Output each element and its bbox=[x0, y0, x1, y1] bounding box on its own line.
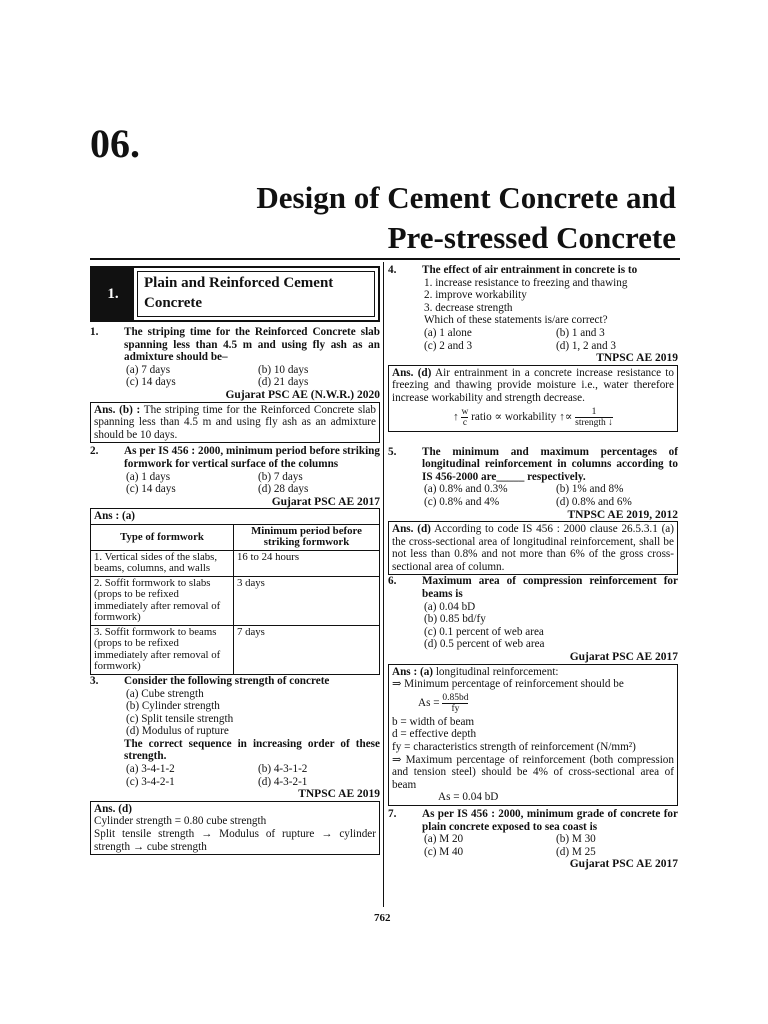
section-heading-box bbox=[90, 266, 380, 322]
answer-line: Cylinder strength = 0.80 cube strength bbox=[94, 815, 267, 828]
option: (c) 0.8% and 4% bbox=[424, 495, 500, 508]
question-text: As per IS 456 : 2000, minimum grade of concrete for plain concrete exposed to sea coast is bbox=[422, 807, 678, 833]
answer-box-4 bbox=[388, 365, 678, 432]
right-column bbox=[388, 264, 678, 871]
option: (a) 0.8% and 0.3% bbox=[424, 483, 508, 496]
option: (b) 4-3-1-2 bbox=[258, 763, 308, 776]
question-text: The correct sequence in increasing order of these strength. bbox=[124, 737, 380, 763]
question-text: The minimum and maximum percentages of longitudinal reinforcement in columns according to IS 456-2000 are_____ respectively. bbox=[422, 445, 678, 483]
table-header: Minimum period before striking formwork bbox=[234, 525, 380, 551]
question-source: TNPSC AE 2019, 2012 bbox=[567, 508, 678, 521]
question-text: Consider the following strength of concrete bbox=[124, 674, 330, 687]
answer-box-5 bbox=[388, 521, 678, 575]
answer-line: As = 0.04 bD bbox=[438, 791, 499, 804]
table-row bbox=[91, 576, 379, 625]
option: (d) 1, 2 and 3 bbox=[556, 339, 616, 352]
question-3-prompt bbox=[90, 738, 380, 763]
option: (c) 0.1 percent of web area bbox=[424, 625, 544, 638]
option: (b) 7 days bbox=[258, 470, 303, 483]
answer-line: fy = characteristics strength of reinforcement (N/mm²) bbox=[392, 741, 636, 753]
option: (d) M 25 bbox=[556, 845, 596, 858]
option: (c) 14 days bbox=[126, 483, 176, 496]
page-number: 762 bbox=[374, 912, 391, 924]
answer-text: The striping time for the Reinforced Concrete slab spanning less than 4.5 m and using fly ash as an admixture should be 10 days. bbox=[94, 403, 376, 441]
chapter-title-line-2: Pre-stressed Concrete bbox=[387, 220, 676, 255]
question-3-options bbox=[90, 763, 380, 788]
question-5 bbox=[388, 446, 678, 484]
answer-box-1 bbox=[90, 402, 380, 444]
question-number: 3. bbox=[90, 674, 99, 687]
answer-line: ⇒ Minimum percentage of reinforcement should be bbox=[392, 678, 624, 691]
question-1-options bbox=[90, 364, 380, 389]
table-row bbox=[91, 625, 379, 674]
question-number: 7. bbox=[388, 807, 397, 820]
left-column bbox=[90, 264, 380, 855]
option: (a) 1 alone bbox=[424, 326, 472, 339]
statement: 1. increase resistance to freezing and thawing bbox=[424, 276, 628, 289]
question-2-options bbox=[90, 471, 380, 496]
header-rule bbox=[90, 258, 680, 260]
question-text: The effect of air entrainment in concrete is to bbox=[422, 264, 638, 276]
question-7 bbox=[388, 808, 678, 833]
statement: (a) Cube strength bbox=[126, 687, 204, 700]
option: (b) M 30 bbox=[556, 833, 596, 846]
option: (a) 7 days bbox=[126, 363, 171, 376]
answer-label: Ans : (a) bbox=[392, 665, 434, 678]
statement: (d) Modulus of rupture bbox=[126, 725, 229, 738]
question-source: TNPSC AE 2019 bbox=[298, 788, 380, 801]
option: (d) 0.5 percent of web area bbox=[424, 638, 545, 651]
question-source: Gujarat PSC AE 2017 bbox=[569, 858, 678, 871]
answer-line: Split tensile strength → Modulus of rupture → cylinder strength → cube strength bbox=[94, 828, 376, 853]
option: (c) M 40 bbox=[424, 845, 464, 858]
table-header-row bbox=[91, 525, 379, 551]
reinforcement-formula: As = $\frac{0.85bd}{fy}$ bbox=[418, 692, 469, 714]
question-number: 1. bbox=[90, 326, 99, 338]
table-header: Type of formwork bbox=[91, 525, 234, 551]
question-source: TNPSC AE 2019 bbox=[596, 352, 678, 365]
option: (b) 1% and 8% bbox=[556, 483, 624, 496]
question-1 bbox=[90, 326, 380, 364]
table-cell: 2. Soffit formwork to slabs (props to be refixed immediately after removal of formwork) bbox=[91, 576, 234, 625]
statement: 3. decrease strength bbox=[424, 301, 513, 314]
question-source: Gujarat PSC AE (N.W.R.) 2020 bbox=[225, 388, 380, 401]
statement: (c) Split tensile strength bbox=[126, 712, 234, 725]
answer-box-2 bbox=[90, 508, 380, 675]
answer-box-3 bbox=[90, 801, 380, 855]
option: (c) 2 and 3 bbox=[424, 339, 473, 352]
option: (a) 3-4-1-2 bbox=[126, 763, 175, 776]
question-text: Maximum area of compression reinforcement for beams is bbox=[422, 575, 678, 601]
chapter-title-line-1: Design of Cement Concrete and bbox=[256, 180, 676, 215]
question-source: Gujarat PSC AE 2017 bbox=[569, 651, 678, 664]
option: (a) 1 days bbox=[126, 470, 171, 483]
section-title: Plain and Reinforced Cement Concrete bbox=[137, 271, 375, 317]
question-prompt: Which of these statements is/are correct? bbox=[424, 314, 608, 327]
air-entrainment-formula: ↑ $\frac{w}{c}$ ratio ∝ workability ↑∝ $\frac{1}{\text{strength ↓}}$ bbox=[453, 406, 613, 428]
option: (c) 14 days bbox=[126, 376, 176, 389]
question-number: 5. bbox=[388, 445, 397, 458]
option: (a) M 20 bbox=[424, 833, 464, 846]
answer-text: According to code IS 456 : 2000 clause 26.5.3.1 (a) the cross-sectional area of longitudinal reinforcement, shall be not less than 0.8% and not more than 6% of the gross cross-sectional area of column. bbox=[392, 523, 674, 573]
question-text: As per IS 456 : 2000, minimum period before striking formwork for vertical surface of the columns bbox=[124, 445, 380, 470]
answer-label: Ans. (d) bbox=[392, 523, 431, 536]
answer-label: Ans. (d) bbox=[392, 366, 432, 379]
question-4-options bbox=[388, 327, 678, 352]
answer-label: Ans. (d) bbox=[94, 802, 132, 815]
option: (d) 21 days bbox=[258, 376, 309, 389]
chapter-number: 06. bbox=[90, 121, 140, 166]
answer-label: Ans. (b) : bbox=[94, 403, 141, 416]
table-cell: 3 days bbox=[234, 576, 380, 625]
option: (b) 0.85 bd/fy bbox=[424, 613, 486, 626]
option: (d) 28 days bbox=[258, 483, 309, 496]
question-number: 2. bbox=[90, 445, 99, 458]
question-6 bbox=[388, 575, 678, 600]
table-cell: 7 days bbox=[234, 625, 380, 674]
answer-line: ⇒ Maximum percentage of reinforcement (both compression and tension steel) should be 4% of cross-sectional area of beam bbox=[392, 753, 674, 791]
option: (d) 4-3-2-1 bbox=[258, 775, 308, 788]
column-divider bbox=[383, 262, 384, 907]
option: (b) 1 and 3 bbox=[556, 326, 605, 339]
table-cell: 1. Vertical sides of the slabs, beams, columns, and walls bbox=[91, 550, 234, 576]
answer-line: d = effective depth bbox=[392, 728, 477, 741]
answer-text: Air entrainment in a concrete increase resistance to freezing and thawing provide moisture i.e., water therefore increase workability and strength decrease. bbox=[392, 366, 674, 404]
table-cell: 3. Soffit formwork to beams (props to be refixed immediately after removal of formwork) bbox=[91, 625, 234, 674]
question-number: 4. bbox=[388, 264, 397, 276]
statement: 2. improve workability bbox=[424, 289, 527, 302]
option: (a) 0.04 bD bbox=[424, 600, 476, 613]
question-number: 6. bbox=[388, 575, 397, 588]
answer-line: longitudinal reinforcement: bbox=[435, 665, 559, 678]
answer-line: b = width of beam bbox=[392, 715, 475, 728]
option: (b) 10 days bbox=[258, 363, 309, 376]
option: (d) 0.8% and 6% bbox=[556, 495, 632, 508]
section-number: 1. bbox=[92, 268, 134, 320]
answer-box-6 bbox=[388, 664, 678, 806]
question-text: The striping time for the Reinforced Concrete slab spanning less than 4.5 m and using fly ash as an admixture should be– bbox=[124, 326, 380, 364]
question-4 bbox=[388, 264, 678, 277]
statement: (b) Cylinder strength bbox=[126, 700, 220, 713]
option: (c) 3-4-2-1 bbox=[126, 775, 175, 788]
table-row bbox=[91, 550, 379, 576]
formwork-table bbox=[91, 525, 379, 674]
question-3 bbox=[90, 675, 380, 688]
question-7-options bbox=[388, 833, 678, 858]
question-source: Gujarat PSC AE 2017 bbox=[271, 495, 380, 508]
answer-label: Ans : (a) bbox=[94, 510, 136, 523]
table-cell: 16 to 24 hours bbox=[234, 550, 380, 576]
question-5-options bbox=[388, 483, 678, 508]
question-2 bbox=[90, 445, 380, 470]
